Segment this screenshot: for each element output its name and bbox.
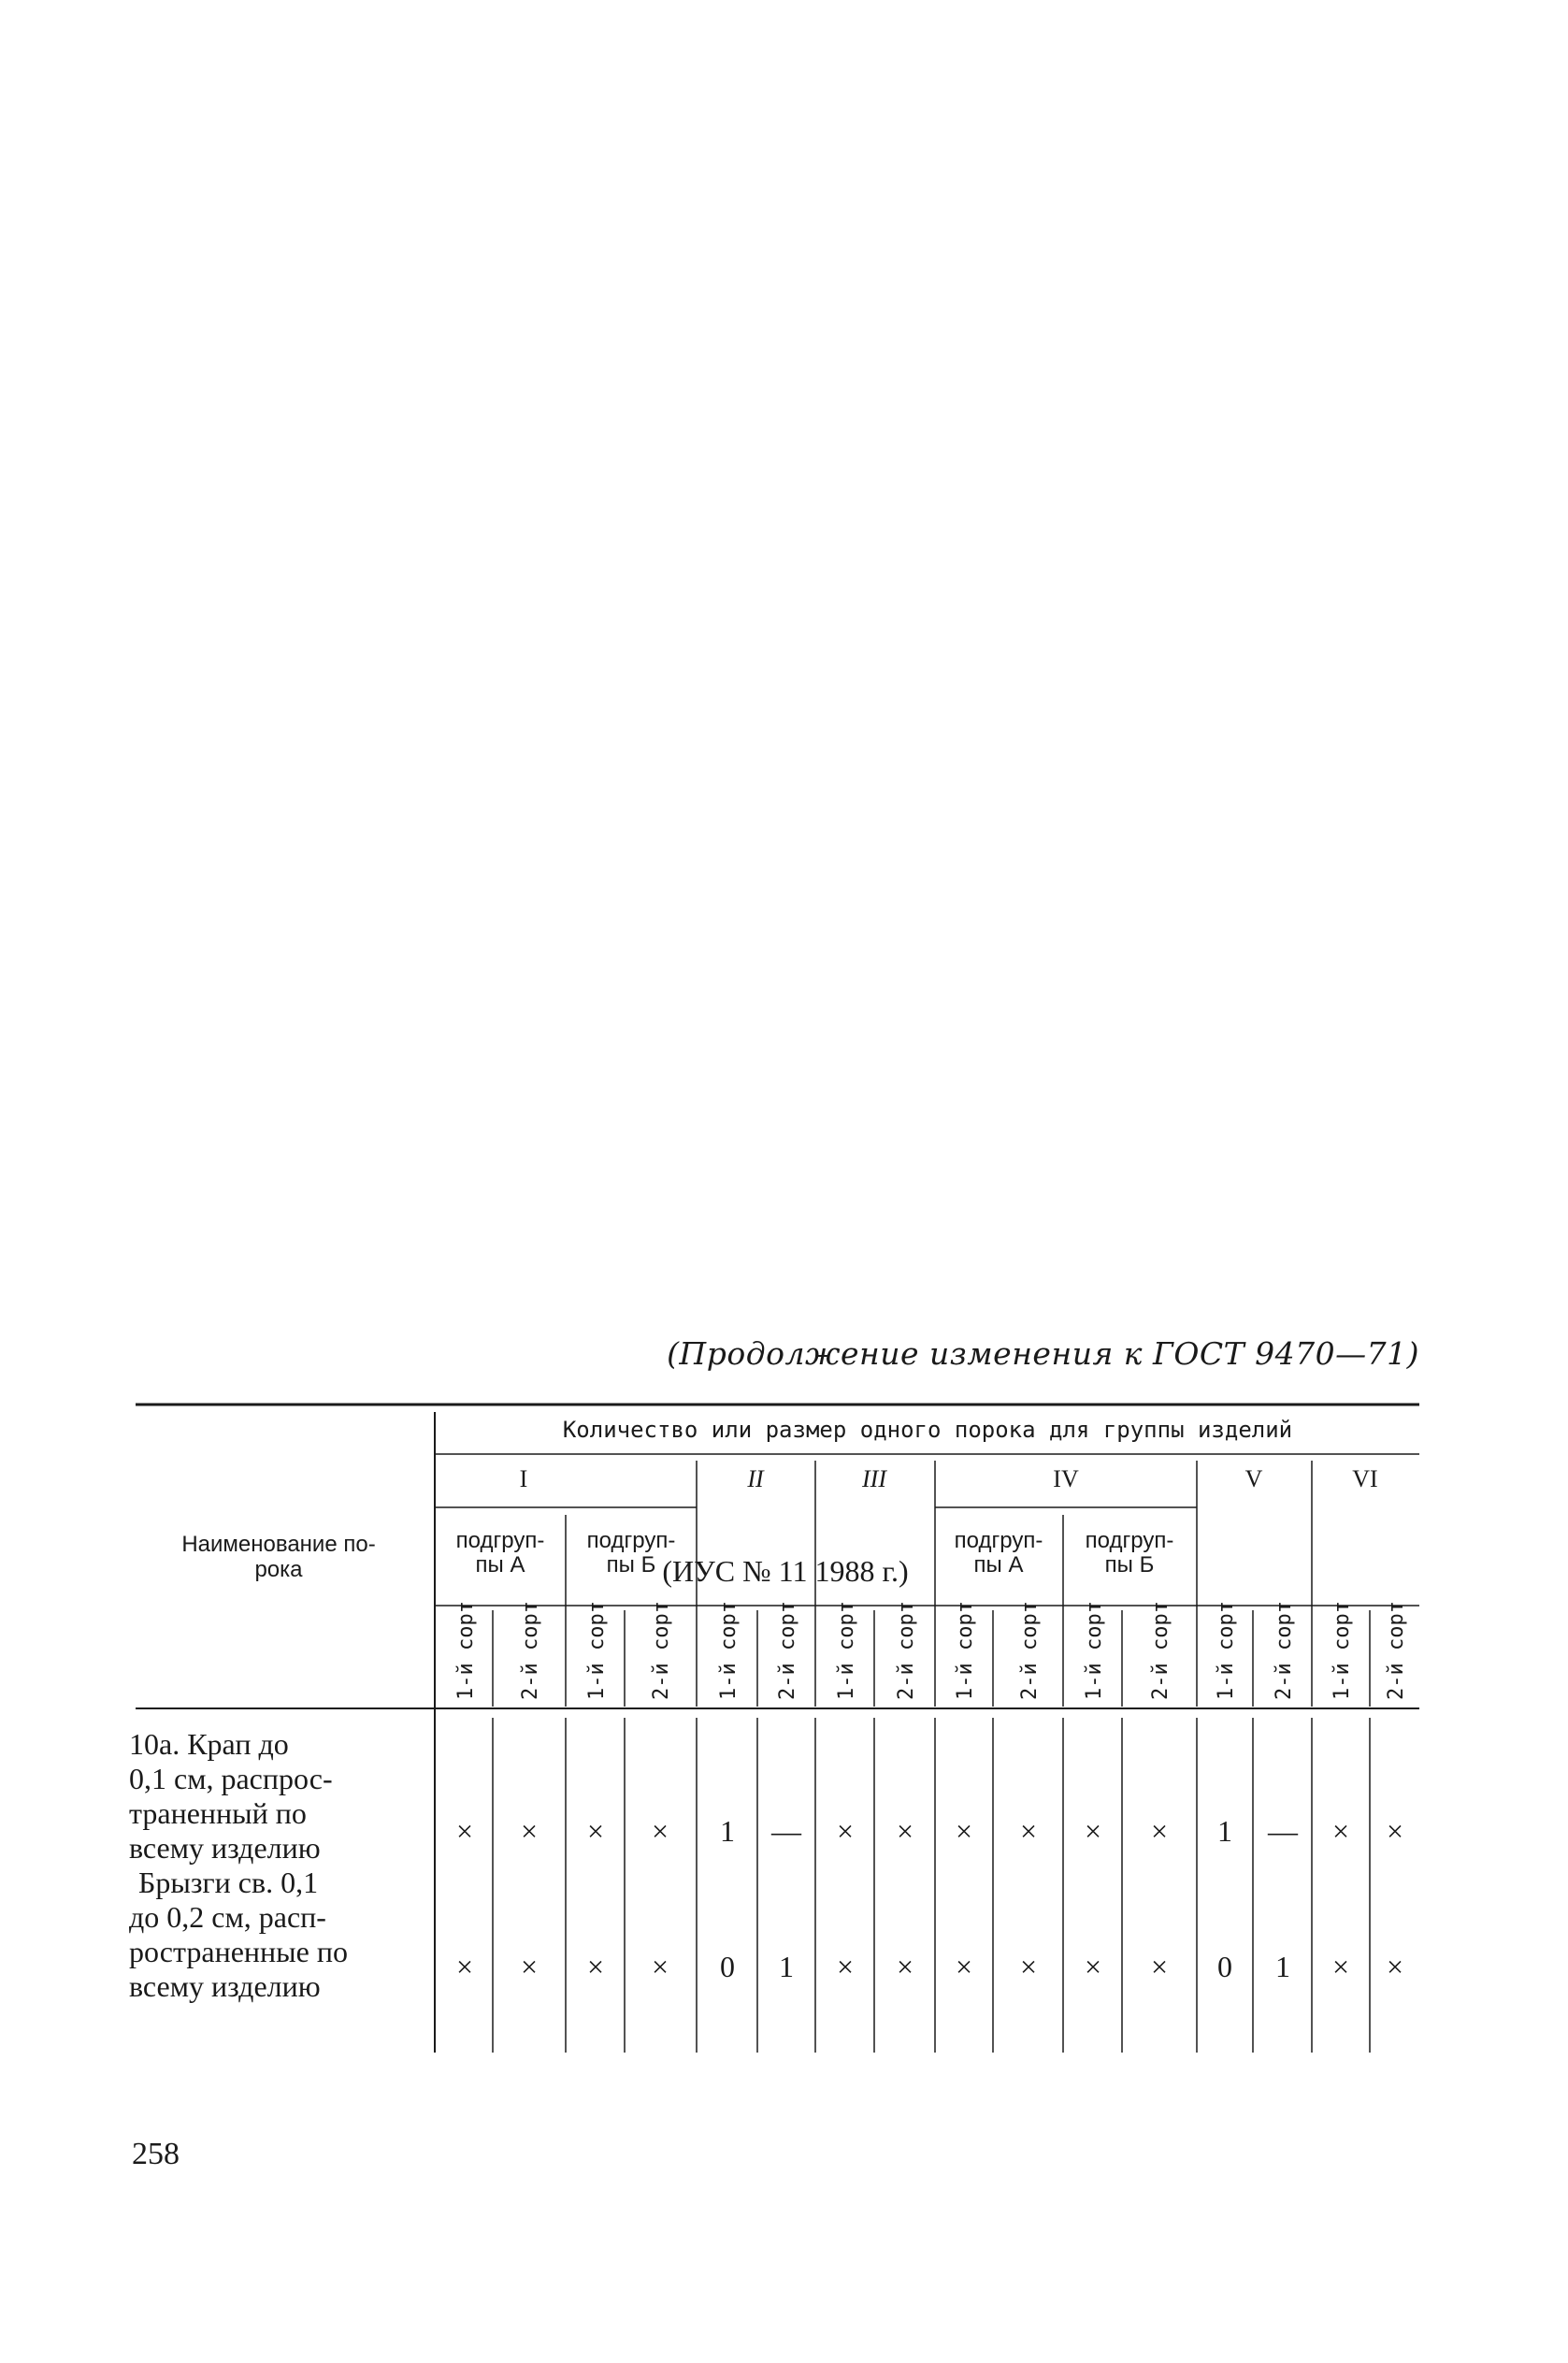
table-cell: ×	[1386, 1950, 1404, 1983]
sort-label: 2-й сорт	[650, 1601, 673, 1700]
subgroup-IV-B-line-1: подгруп-	[1085, 1528, 1174, 1553]
row-1-name	[129, 1727, 410, 1866]
table-cell: 0	[1217, 1950, 1232, 1983]
sort-label: 2-й сорт	[1018, 1601, 1042, 1700]
table-cell: —	[1268, 1814, 1298, 1848]
row-1-name-line: всему изделию	[129, 1831, 321, 1865]
table-cell: —	[771, 1814, 801, 1848]
sort-label: 2-й сорт	[1273, 1601, 1296, 1700]
table-cell: ×	[1331, 1950, 1350, 1983]
sort-label: 2-й сорт	[1149, 1601, 1172, 1700]
table-cell: 0	[720, 1950, 735, 1983]
sort-label: 1-й сорт	[1215, 1601, 1238, 1700]
table-cell: ×	[651, 1950, 669, 1983]
row-2-name	[129, 1866, 419, 2004]
table-cell: ×	[955, 1950, 973, 1983]
table-cell: ×	[896, 1814, 914, 1848]
sort-label: 2-й сорт	[1385, 1601, 1408, 1700]
row-2-name-line: ространенные по	[129, 1935, 348, 1968]
group-V: V	[1244, 1465, 1263, 1492]
table-cell: ×	[651, 1814, 669, 1848]
table-cell: ×	[1084, 1950, 1102, 1983]
table-cell: ×	[520, 1814, 539, 1848]
row-1-name-line: траненный по	[129, 1796, 307, 1830]
table-cell: ×	[520, 1950, 539, 1983]
sort-label: 1-й сорт	[1331, 1601, 1354, 1700]
group-IV: IV	[1053, 1465, 1079, 1492]
table-cell: 1	[720, 1814, 735, 1848]
subgroup-I-A-line-1: подгруп-	[455, 1528, 545, 1553]
sort-label: 1-й сорт	[585, 1601, 609, 1700]
row-2-name-line: Брызги св. 0,1	[138, 1866, 319, 1899]
group-III: III	[862, 1465, 886, 1492]
table-cell: ×	[955, 1814, 973, 1848]
table-cell: ×	[455, 1950, 474, 1983]
subgroup-IV-A-line-1: подгруп-	[954, 1528, 1043, 1553]
table-cell: ×	[586, 1814, 605, 1848]
group-I: I	[519, 1465, 528, 1492]
group-VI: VI	[1352, 1465, 1378, 1492]
table-cell: 1	[1275, 1950, 1290, 1983]
sort-label: 2-й сорт	[895, 1601, 918, 1700]
table-cell: 1	[1217, 1814, 1232, 1848]
group-II: II	[747, 1465, 764, 1492]
page-number: 258	[132, 2137, 180, 2171]
subgroup-IV-B-line-2: пы Б	[1104, 1552, 1155, 1578]
table-cell: ×	[455, 1814, 474, 1848]
sort-label: 1-й сорт	[835, 1601, 858, 1700]
table-cell: ×	[836, 1814, 855, 1848]
main-header: Количество или размер одного порока для группы изделий	[562, 1417, 1293, 1443]
table-cell: ×	[896, 1950, 914, 1983]
name-header-line-1: Наименование по-	[181, 1532, 376, 1557]
continuation-caption: (Продолжение изменения к ГОСТ 9470—71)	[667, 1335, 1419, 1372]
sort-label: 1-й сорт	[1083, 1601, 1106, 1700]
table-cell: ×	[1150, 1814, 1169, 1848]
subgroup-I-B-line-1: подгруп-	[586, 1528, 676, 1553]
footnote: (ИУС № 11 1988 г.)	[662, 1554, 909, 1588]
table-cell: ×	[1019, 1950, 1038, 1983]
sort-label: 1-й сорт	[454, 1601, 478, 1700]
table-cell: 1	[779, 1950, 794, 1983]
table-cell: ×	[1019, 1814, 1038, 1848]
row-2-name-line: всему изделию	[129, 1969, 321, 2003]
row-1-name-line: 0,1 см, распрос-	[129, 1762, 333, 1795]
sort-label: 2-й сорт	[519, 1601, 542, 1700]
subgroup-IV-A-line-2: пы А	[973, 1552, 1024, 1578]
name-header-line-2: рока	[254, 1557, 303, 1582]
sort-label: 1-й сорт	[954, 1601, 977, 1700]
table-cell: ×	[1331, 1814, 1350, 1848]
sort-label: 1-й сорт	[717, 1601, 741, 1700]
table-cell: ×	[1386, 1814, 1404, 1848]
table-cell: ×	[1084, 1814, 1102, 1848]
table-cell: ×	[586, 1950, 605, 1983]
subgroup-I-A-line-2: пы А	[475, 1552, 525, 1578]
sort-label: 2-й сорт	[776, 1601, 799, 1700]
table-cell: ×	[836, 1950, 855, 1983]
table-cell: ×	[1150, 1950, 1169, 1983]
subgroup-I-B-line-2: пы Б	[606, 1552, 656, 1578]
row-2-name-line: до 0,2 см, расп-	[129, 1900, 326, 1934]
row-1-name-line: 10а. Крап до	[129, 1727, 289, 1761]
